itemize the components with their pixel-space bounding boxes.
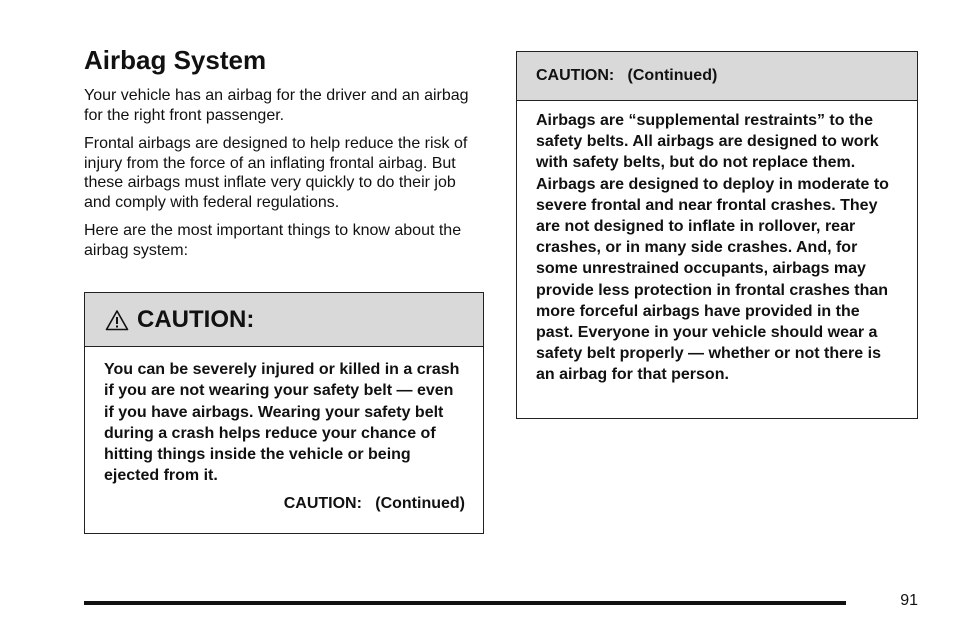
warning-triangle-icon [105, 309, 129, 331]
footer-rule [84, 601, 846, 605]
caution-box [84, 292, 484, 534]
intro-paragraph-1: Your vehicle has an airbag for the driver and an airbag for the right front passenger. [84, 87, 469, 124]
left-column [84, 44, 486, 269]
intro-paragraph-2: Frontal airbags are designed to help reduce the risk of injury from the force of an inflating frontal airbag. But these airbags must inflate very quickly to do their job and comply with federal regulations. [84, 135, 468, 211]
section-title: Airbag System [84, 45, 267, 75]
caution-header [85, 293, 483, 347]
caution-continued-body: Airbags are “supplemental restraints” to the safety belts. All airbags are designed to work with safety belts, but do not replace them. Airbags are designed to deploy in moderate to severe frontal and near frontal crashes. They are not designed to inflate in rollover, rear crashes, or in many side crashes. And, for some unrestrained occupants, airbags may provide less protection in frontal crashes than more forceful airbags have provided in the past. Everyone in your vehicle should wear a safety belt properly — whether or not there is an airbag for that person. [536, 112, 889, 384]
page-number: 91 [900, 592, 918, 609]
caution-title: CAUTION: [137, 305, 255, 333]
caution-continued-box [516, 51, 918, 419]
caution-continued-label: CAUTION: (Continued) [283, 494, 465, 512]
caution-body: You can be severely injured or killed in a crash if you are not wearing your safety belt — even if you have airbags. Wearing your safety belt during a crash helps reduce your chance of hitting things inside the vehicle or being ejected from it. [104, 361, 460, 485]
caution-continued-header: CAUTION: (Continued) [517, 52, 917, 101]
intro-paragraph-3: Here are the most important things to know about the airbag system: [84, 222, 462, 259]
